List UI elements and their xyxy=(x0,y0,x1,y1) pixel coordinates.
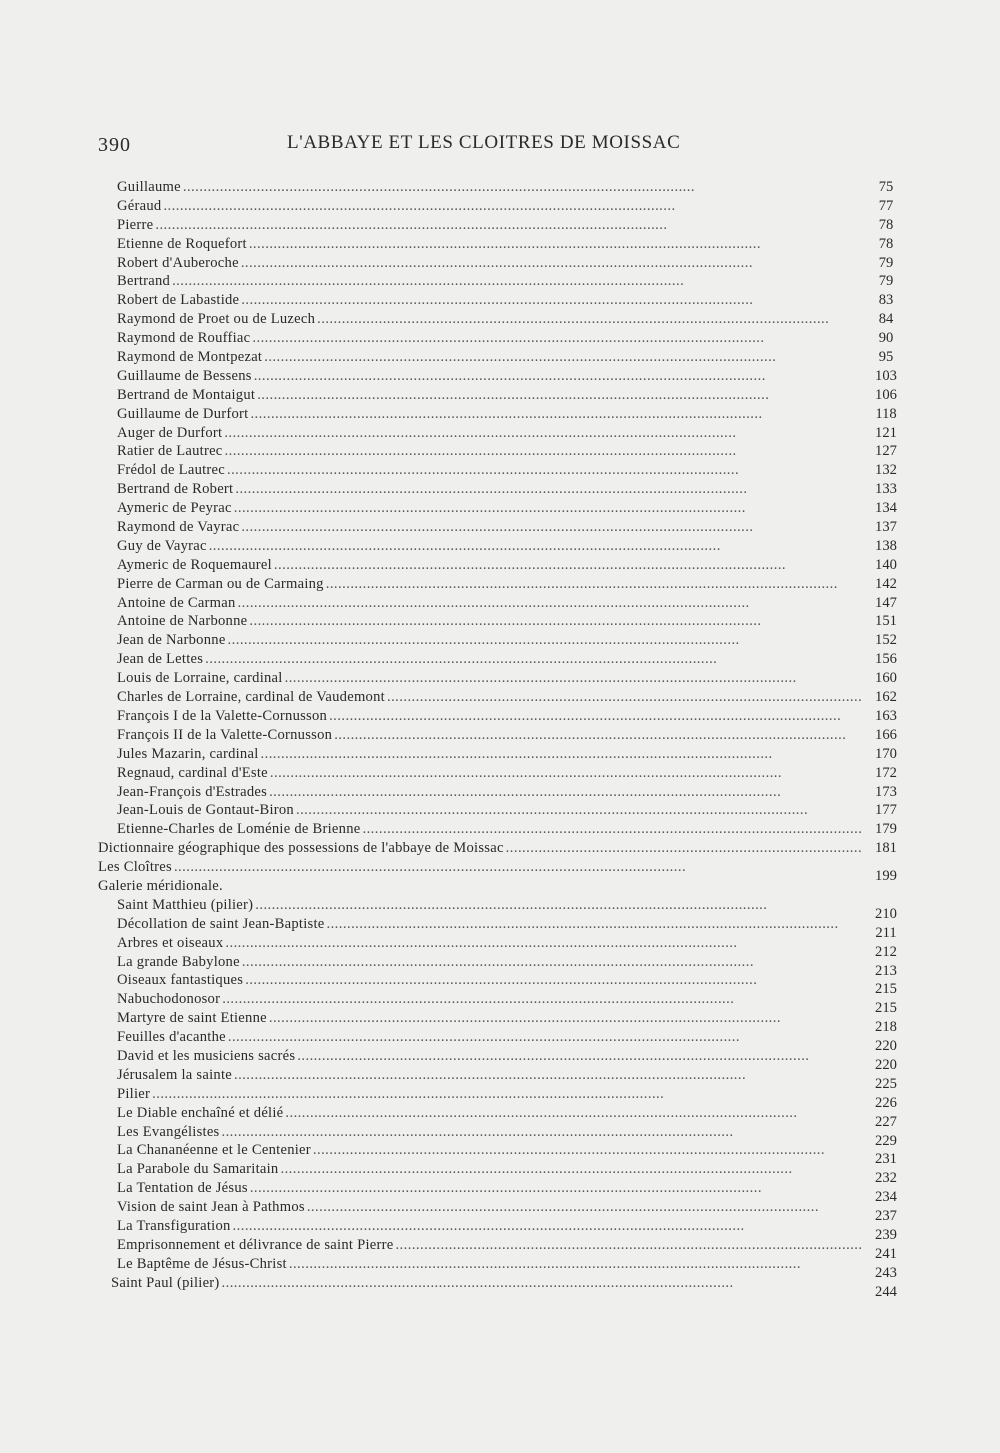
toc-entry-page: 244 xyxy=(875,1283,897,1300)
toc-entry xyxy=(0,783,1000,802)
toc-entry xyxy=(0,896,1000,922)
dot-leader xyxy=(334,726,862,745)
toc-entry-line xyxy=(117,1047,862,1066)
toc-entry-title: Nabuchodonosor xyxy=(117,991,221,1008)
dot-leader xyxy=(234,499,862,518)
toc-entry xyxy=(0,235,1000,254)
toc-entry-line xyxy=(98,858,862,877)
toc-entry-title: Feuilles d'acanthe xyxy=(117,1029,226,1046)
toc-entry-title: Emprisonnement et délivrance de saint Pierre xyxy=(117,1236,394,1253)
toc-entry xyxy=(0,386,1000,405)
toc-entry-line xyxy=(117,310,862,329)
dot-leader xyxy=(269,1009,862,1028)
toc-entry xyxy=(0,877,1000,896)
dot-leader xyxy=(225,442,862,461)
toc-entry xyxy=(0,764,1000,783)
toc-entry xyxy=(0,1028,1000,1055)
toc-entry-title: Guy de Vayrac xyxy=(117,537,207,554)
toc-entry xyxy=(0,178,1000,197)
toc-entry-title: Louis de Lorraine, cardinal xyxy=(117,670,283,687)
toc-entry-title: Jérusalem la sainte xyxy=(117,1066,232,1083)
toc-entry-line xyxy=(117,707,862,726)
toc-entry-line xyxy=(117,575,862,594)
toc-entry-page: 134 xyxy=(875,500,897,517)
toc-entry xyxy=(0,310,1000,329)
toc-entry-title: Antoine de Carman xyxy=(117,594,236,611)
toc-entry-title: Aymeric de Roquemaurel xyxy=(117,556,272,573)
toc-entry-title: Saint Paul (pilier) xyxy=(111,1274,220,1291)
toc-entry-line xyxy=(117,1198,862,1217)
toc-entry-line xyxy=(117,424,862,443)
toc-entry xyxy=(0,405,1000,424)
toc-entry-page: 179 xyxy=(875,821,897,838)
toc-entry xyxy=(0,990,1000,1017)
toc-entry-page: 229 xyxy=(875,1132,897,1149)
toc-entry-line xyxy=(117,1028,862,1047)
toc-entry-line xyxy=(111,1274,862,1293)
dot-leader xyxy=(234,1066,862,1085)
toc-entry-title: Vision de saint Jean à Pathmos xyxy=(117,1199,305,1216)
toc-entry-page: 147 xyxy=(875,594,897,611)
toc-entry-title: Le Diable enchaîné et délié xyxy=(117,1104,284,1121)
dot-leader xyxy=(155,216,862,235)
toc-entry xyxy=(0,480,1000,499)
toc-entry-page: 79 xyxy=(878,273,894,290)
toc-entry-page: 237 xyxy=(875,1208,897,1225)
toc-entry xyxy=(0,726,1000,745)
toc-entry-page: 226 xyxy=(875,1094,897,1111)
dot-leader xyxy=(227,461,862,480)
toc-entry-title: Guillaume de Durfort xyxy=(117,405,249,422)
toc-entry-title: Jean de Narbonne xyxy=(117,632,226,649)
toc-entry-line xyxy=(117,953,862,972)
toc-entry-title: Le Baptême de Jésus-Christ xyxy=(117,1255,287,1272)
toc-entry xyxy=(0,839,1000,858)
dot-leader xyxy=(224,424,862,443)
toc-entry-title: Jean de Lettes xyxy=(117,651,204,668)
toc-entry-title: Décollation de saint Jean-Baptiste xyxy=(117,915,325,932)
toc-entry xyxy=(0,556,1000,575)
toc-entry-title: La grande Babylone xyxy=(117,953,240,970)
toc-entry-title: Raymond de Proet ou de Luzech xyxy=(117,311,316,328)
toc-entry-page: 140 xyxy=(875,556,897,573)
dot-leader xyxy=(221,1123,862,1142)
toc-entry-title: Pilier xyxy=(117,1085,151,1102)
dot-leader xyxy=(249,612,862,631)
dot-leader xyxy=(326,575,862,594)
toc-entry-page: 162 xyxy=(875,689,897,706)
dot-leader xyxy=(269,783,862,802)
dot-leader xyxy=(238,594,862,613)
toc-entry xyxy=(0,1047,1000,1073)
toc-entry-page: 234 xyxy=(875,1189,897,1206)
dot-leader xyxy=(172,272,862,291)
table-of-contents xyxy=(0,178,1000,1300)
dot-leader xyxy=(233,1217,862,1236)
toc-entry-page: 215 xyxy=(875,1000,897,1017)
toc-entry-line xyxy=(117,1009,862,1028)
toc-entry-title: Etienne-Charles de Loménie de Brienne xyxy=(117,821,361,838)
toc-entry xyxy=(0,612,1000,631)
toc-entry-line xyxy=(117,386,862,405)
toc-entry xyxy=(0,858,1000,885)
toc-entry xyxy=(0,461,1000,480)
toc-entry-title: Raymond de Rouffiac xyxy=(117,330,251,347)
toc-entry-page: 241 xyxy=(875,1245,897,1262)
toc-entry-page: 166 xyxy=(875,726,897,743)
toc-entry-title: Guillaume de Bessens xyxy=(117,367,252,384)
dot-leader xyxy=(289,1255,862,1274)
toc-entry-title: François I de la Valette-Cornusson xyxy=(117,707,328,724)
toc-entry-title: Robert d'Auberoche xyxy=(117,254,239,271)
toc-entry xyxy=(0,1160,1000,1187)
toc-entry-page: 211 xyxy=(875,924,897,941)
toc-entry-title: Raymond de Montpezat xyxy=(117,349,263,366)
toc-entry-page: 163 xyxy=(875,707,897,724)
toc-entry xyxy=(0,1217,1000,1243)
toc-entry-line xyxy=(117,348,862,367)
toc-entry-title: Géraud xyxy=(117,197,162,214)
toc-entry-page: 215 xyxy=(875,981,897,998)
dot-leader xyxy=(245,971,862,990)
toc-entry-page: 170 xyxy=(875,745,897,762)
toc-entry-page: 177 xyxy=(875,802,897,819)
dot-leader xyxy=(163,197,862,216)
toc-entry xyxy=(0,348,1000,367)
toc-entry-title: Jules Mazarin, cardinal xyxy=(117,745,259,762)
dot-leader xyxy=(228,1028,862,1047)
toc-entry-page: 133 xyxy=(875,481,897,498)
toc-entry xyxy=(0,801,1000,820)
toc-entry xyxy=(0,216,1000,235)
toc-entry xyxy=(0,272,1000,291)
dot-leader xyxy=(274,556,862,575)
toc-entry-line xyxy=(117,461,862,480)
toc-entry-title: Martyre de saint Etienne xyxy=(117,1010,267,1027)
toc-entry-page: 220 xyxy=(875,1038,897,1055)
toc-entry-line xyxy=(117,556,862,575)
dot-leader xyxy=(242,953,862,972)
toc-entry-title: La Transfiguration xyxy=(117,1217,231,1234)
toc-entry-title: Dictionnaire géographique des possessions de l'abbaye de Moissac xyxy=(98,840,504,857)
toc-entry-page: 121 xyxy=(875,424,897,441)
toc-entry-title: La Tentation de Jésus xyxy=(117,1180,248,1197)
toc-entry-line xyxy=(117,537,862,556)
dot-leader xyxy=(362,820,862,839)
toc-entry xyxy=(0,518,1000,537)
toc-entry-line xyxy=(117,1085,862,1104)
toc-entry-title: Pierre xyxy=(117,216,154,233)
toc-entry-line xyxy=(117,688,862,707)
dot-leader xyxy=(241,254,862,273)
dot-leader xyxy=(264,348,862,367)
toc-entry-line xyxy=(117,329,862,348)
toc-entry-page: 79 xyxy=(878,254,894,271)
toc-entry-page: 239 xyxy=(875,1226,897,1243)
toc-entry-title: Pierre de Carman ou de Carmaing xyxy=(117,575,324,592)
toc-entry-page: 138 xyxy=(875,537,897,554)
toc-entry-title: Robert de Labastide xyxy=(117,292,240,309)
toc-entry-line xyxy=(117,745,862,764)
dot-leader xyxy=(254,367,862,386)
toc-entry-page: 132 xyxy=(875,462,897,479)
dot-leader xyxy=(222,1274,862,1293)
toc-entry-line xyxy=(117,1160,862,1179)
toc-entry-page: 227 xyxy=(875,1113,897,1130)
toc-entry-page: 84 xyxy=(878,311,894,328)
dot-leader xyxy=(250,405,862,424)
toc-entry-page: 90 xyxy=(878,330,894,347)
dot-leader xyxy=(285,669,862,688)
page-number: 390 xyxy=(98,134,131,156)
toc-entry-line xyxy=(117,1141,862,1160)
toc-entry-page: 212 xyxy=(875,943,897,960)
dot-leader xyxy=(270,764,862,783)
toc-entry-line xyxy=(117,764,862,783)
toc-entry xyxy=(0,537,1000,556)
dot-leader xyxy=(297,1047,862,1066)
toc-entry-line xyxy=(117,216,862,235)
toc-entry-title: Charles de Lorraine, cardinal de Vaudemont xyxy=(117,689,385,706)
toc-entry xyxy=(0,971,1000,998)
toc-entry-title: David et les musiciens sacrés xyxy=(117,1047,296,1064)
toc-entry-line xyxy=(117,1179,862,1198)
toc-entry-line xyxy=(117,971,862,990)
dot-leader xyxy=(241,518,862,537)
toc-entry xyxy=(0,915,1000,941)
toc-entry-title: Bertrand de Robert xyxy=(117,481,234,498)
toc-entry-page: 220 xyxy=(875,1056,897,1073)
toc-entry-line xyxy=(117,1217,862,1236)
toc-entry-page: 78 xyxy=(878,235,894,252)
toc-entry-line xyxy=(117,990,862,1009)
dot-leader xyxy=(228,631,862,650)
toc-entry-page: 95 xyxy=(878,349,894,366)
toc-entry-line xyxy=(117,1066,862,1085)
toc-entry-title: Etienne de Roquefort xyxy=(117,235,247,252)
toc-entry-line xyxy=(117,669,862,688)
toc-entry-line xyxy=(117,254,862,273)
toc-entry-line xyxy=(117,235,862,254)
toc-entry-line xyxy=(117,631,862,650)
toc-entry-line xyxy=(117,291,862,310)
toc-entry-line xyxy=(117,178,862,197)
toc-entry-page: 83 xyxy=(878,292,894,309)
toc-entry xyxy=(0,669,1000,688)
toc-entry xyxy=(0,254,1000,273)
toc-entry-title: Jean-Louis de Gontaut-Biron xyxy=(117,802,294,819)
toc-entry xyxy=(0,650,1000,669)
toc-entry-title: Bertrand de Montaigut xyxy=(117,386,256,403)
toc-entry-page: 172 xyxy=(875,764,897,781)
toc-entry-page: 218 xyxy=(875,1019,897,1036)
toc-entry xyxy=(0,688,1000,707)
dot-leader xyxy=(280,1160,862,1179)
toc-entry-page: 152 xyxy=(875,632,897,649)
running-title: L'ABBAYE ET LES CLOITRES DE MOISSAC xyxy=(287,132,681,153)
toc-entry-line xyxy=(117,1123,862,1142)
toc-entry-page: 181 xyxy=(875,840,897,857)
toc-entry-title: Les Evangélistes xyxy=(117,1123,220,1140)
toc-entry-line xyxy=(117,820,862,839)
toc-entry xyxy=(0,1123,1000,1149)
toc-entry-page: 137 xyxy=(875,519,897,536)
toc-entry-title: Arbres et oiseaux xyxy=(117,934,224,951)
toc-entry xyxy=(0,1255,1000,1281)
toc-entry-line xyxy=(117,499,862,518)
dot-leader xyxy=(255,896,862,915)
toc-entry xyxy=(0,197,1000,216)
toc-entry xyxy=(0,953,1000,979)
dot-leader xyxy=(152,1085,862,1104)
toc-entry-page: 156 xyxy=(875,651,897,668)
toc-entry-title: Auger de Durfort xyxy=(117,424,223,441)
toc-entry-line xyxy=(117,1104,862,1123)
toc-entry-line xyxy=(117,896,862,915)
toc-entry xyxy=(0,499,1000,518)
dot-leader xyxy=(317,310,862,329)
dot-leader xyxy=(261,745,863,764)
page-header xyxy=(0,130,1000,160)
toc-entry-line xyxy=(117,594,862,613)
toc-entry-page: 225 xyxy=(875,1075,897,1092)
toc-entry-page: 78 xyxy=(878,216,894,233)
toc-entry-line xyxy=(117,272,862,291)
toc-entry xyxy=(0,1179,1000,1206)
toc-entry xyxy=(0,1104,1000,1130)
toc-entry-page: 210 xyxy=(875,905,897,922)
dot-leader xyxy=(209,537,862,556)
toc-entry xyxy=(0,707,1000,726)
toc-entry-page: 106 xyxy=(875,386,897,403)
toc-entry xyxy=(0,1236,1000,1262)
toc-entry xyxy=(0,820,1000,839)
dot-leader xyxy=(222,990,862,1009)
toc-entry-line xyxy=(117,480,862,499)
toc-entry-page: 160 xyxy=(875,670,897,687)
toc-entry xyxy=(0,631,1000,650)
dot-leader xyxy=(285,1104,862,1123)
toc-entry-title: Saint Matthieu (pilier) xyxy=(117,896,254,913)
toc-entry-page: 243 xyxy=(875,1264,897,1281)
toc-entry xyxy=(0,594,1000,613)
toc-entry-line xyxy=(117,1255,862,1274)
dot-leader xyxy=(174,858,862,877)
dot-leader xyxy=(296,801,862,820)
toc-entry xyxy=(0,1009,1000,1036)
toc-entry-title: Jean-François d'Estrades xyxy=(117,783,268,800)
toc-entry-line xyxy=(98,877,862,896)
dot-leader xyxy=(205,650,862,669)
dot-leader xyxy=(250,1179,862,1198)
toc-entry-page: 142 xyxy=(875,575,897,592)
toc-entry-line xyxy=(117,442,862,461)
toc-entry-line xyxy=(117,405,862,424)
toc-entry-line xyxy=(117,650,862,669)
toc-entry xyxy=(0,367,1000,386)
toc-entry xyxy=(0,329,1000,348)
dot-leader xyxy=(395,1236,862,1255)
dot-leader xyxy=(241,291,862,310)
toc-entry-page: 77 xyxy=(878,197,894,214)
toc-entry-title: Oiseaux fantastiques xyxy=(117,972,244,989)
dot-leader xyxy=(225,934,862,953)
toc-entry-title: François II de la Valette-Cornusson xyxy=(117,726,333,743)
toc-entry-page: 213 xyxy=(875,962,897,979)
toc-entry-line xyxy=(117,612,862,631)
toc-entry-page: 232 xyxy=(875,1170,897,1187)
toc-entry-title: La Chananéenne et le Centenier xyxy=(117,1142,311,1159)
toc-entry-line xyxy=(117,726,862,745)
toc-entry-title: Guillaume xyxy=(117,179,181,195)
toc-entry xyxy=(0,291,1000,310)
toc-entry-title: La Parabole du Samaritain xyxy=(117,1161,279,1178)
toc-entry-page: 173 xyxy=(875,783,897,800)
toc-entry xyxy=(0,442,1000,461)
dot-leader xyxy=(387,688,862,707)
toc-entry-title: Raymond de Vayrac xyxy=(117,519,240,536)
toc-entry-title: Regnaud, cardinal d'Este xyxy=(117,764,268,781)
toc-entry-line xyxy=(117,783,862,802)
toc-entry xyxy=(0,1066,1000,1092)
toc-entry-line xyxy=(98,839,862,858)
dot-leader xyxy=(249,235,862,254)
toc-entry-line xyxy=(117,915,862,934)
toc-entry-title: Antoine de Narbonne xyxy=(117,613,248,630)
toc-entry-page: 199 xyxy=(875,868,897,885)
toc-entry-line xyxy=(117,934,862,953)
dot-leader xyxy=(326,915,862,934)
dot-leader xyxy=(252,329,862,348)
toc-entry-title: Galerie méridionale. xyxy=(98,877,223,894)
toc-entry-page: 127 xyxy=(875,443,897,460)
toc-entry-page: 231 xyxy=(875,1151,897,1168)
toc-entry-line xyxy=(117,197,862,216)
dot-leader xyxy=(183,178,862,197)
toc-entry-title: Ratier de Lautrec xyxy=(117,443,223,460)
dot-leader xyxy=(506,839,862,858)
dot-leader xyxy=(307,1198,862,1217)
toc-entry xyxy=(0,1198,1000,1225)
toc-entry-line xyxy=(117,518,862,537)
toc-entry-title: Bertrand xyxy=(117,273,171,290)
toc-entry-title: Les Cloîtres xyxy=(98,859,172,876)
toc-entry xyxy=(0,424,1000,443)
toc-entry xyxy=(0,1141,1000,1168)
toc-entry xyxy=(0,575,1000,594)
toc-entry-title: Frédol de Lautrec xyxy=(117,462,225,479)
toc-entry xyxy=(0,934,1000,960)
dot-leader xyxy=(257,386,862,405)
dot-leader xyxy=(329,707,862,726)
toc-entry xyxy=(0,1085,1000,1111)
toc-entry-page: 75 xyxy=(878,179,894,195)
toc-entry-page: 151 xyxy=(875,613,897,630)
toc-entry-title: Aymeric de Peyrac xyxy=(117,500,232,517)
dot-leader xyxy=(313,1141,862,1160)
toc-entry-line xyxy=(117,801,862,820)
toc-entry xyxy=(0,745,1000,764)
toc-entry-page: 118 xyxy=(875,405,897,422)
toc-entry-line xyxy=(117,367,862,386)
dot-leader xyxy=(235,480,862,499)
toc-entry-line xyxy=(117,1236,862,1255)
toc-entry xyxy=(0,1274,1000,1300)
toc-entry-page: 103 xyxy=(875,367,897,384)
